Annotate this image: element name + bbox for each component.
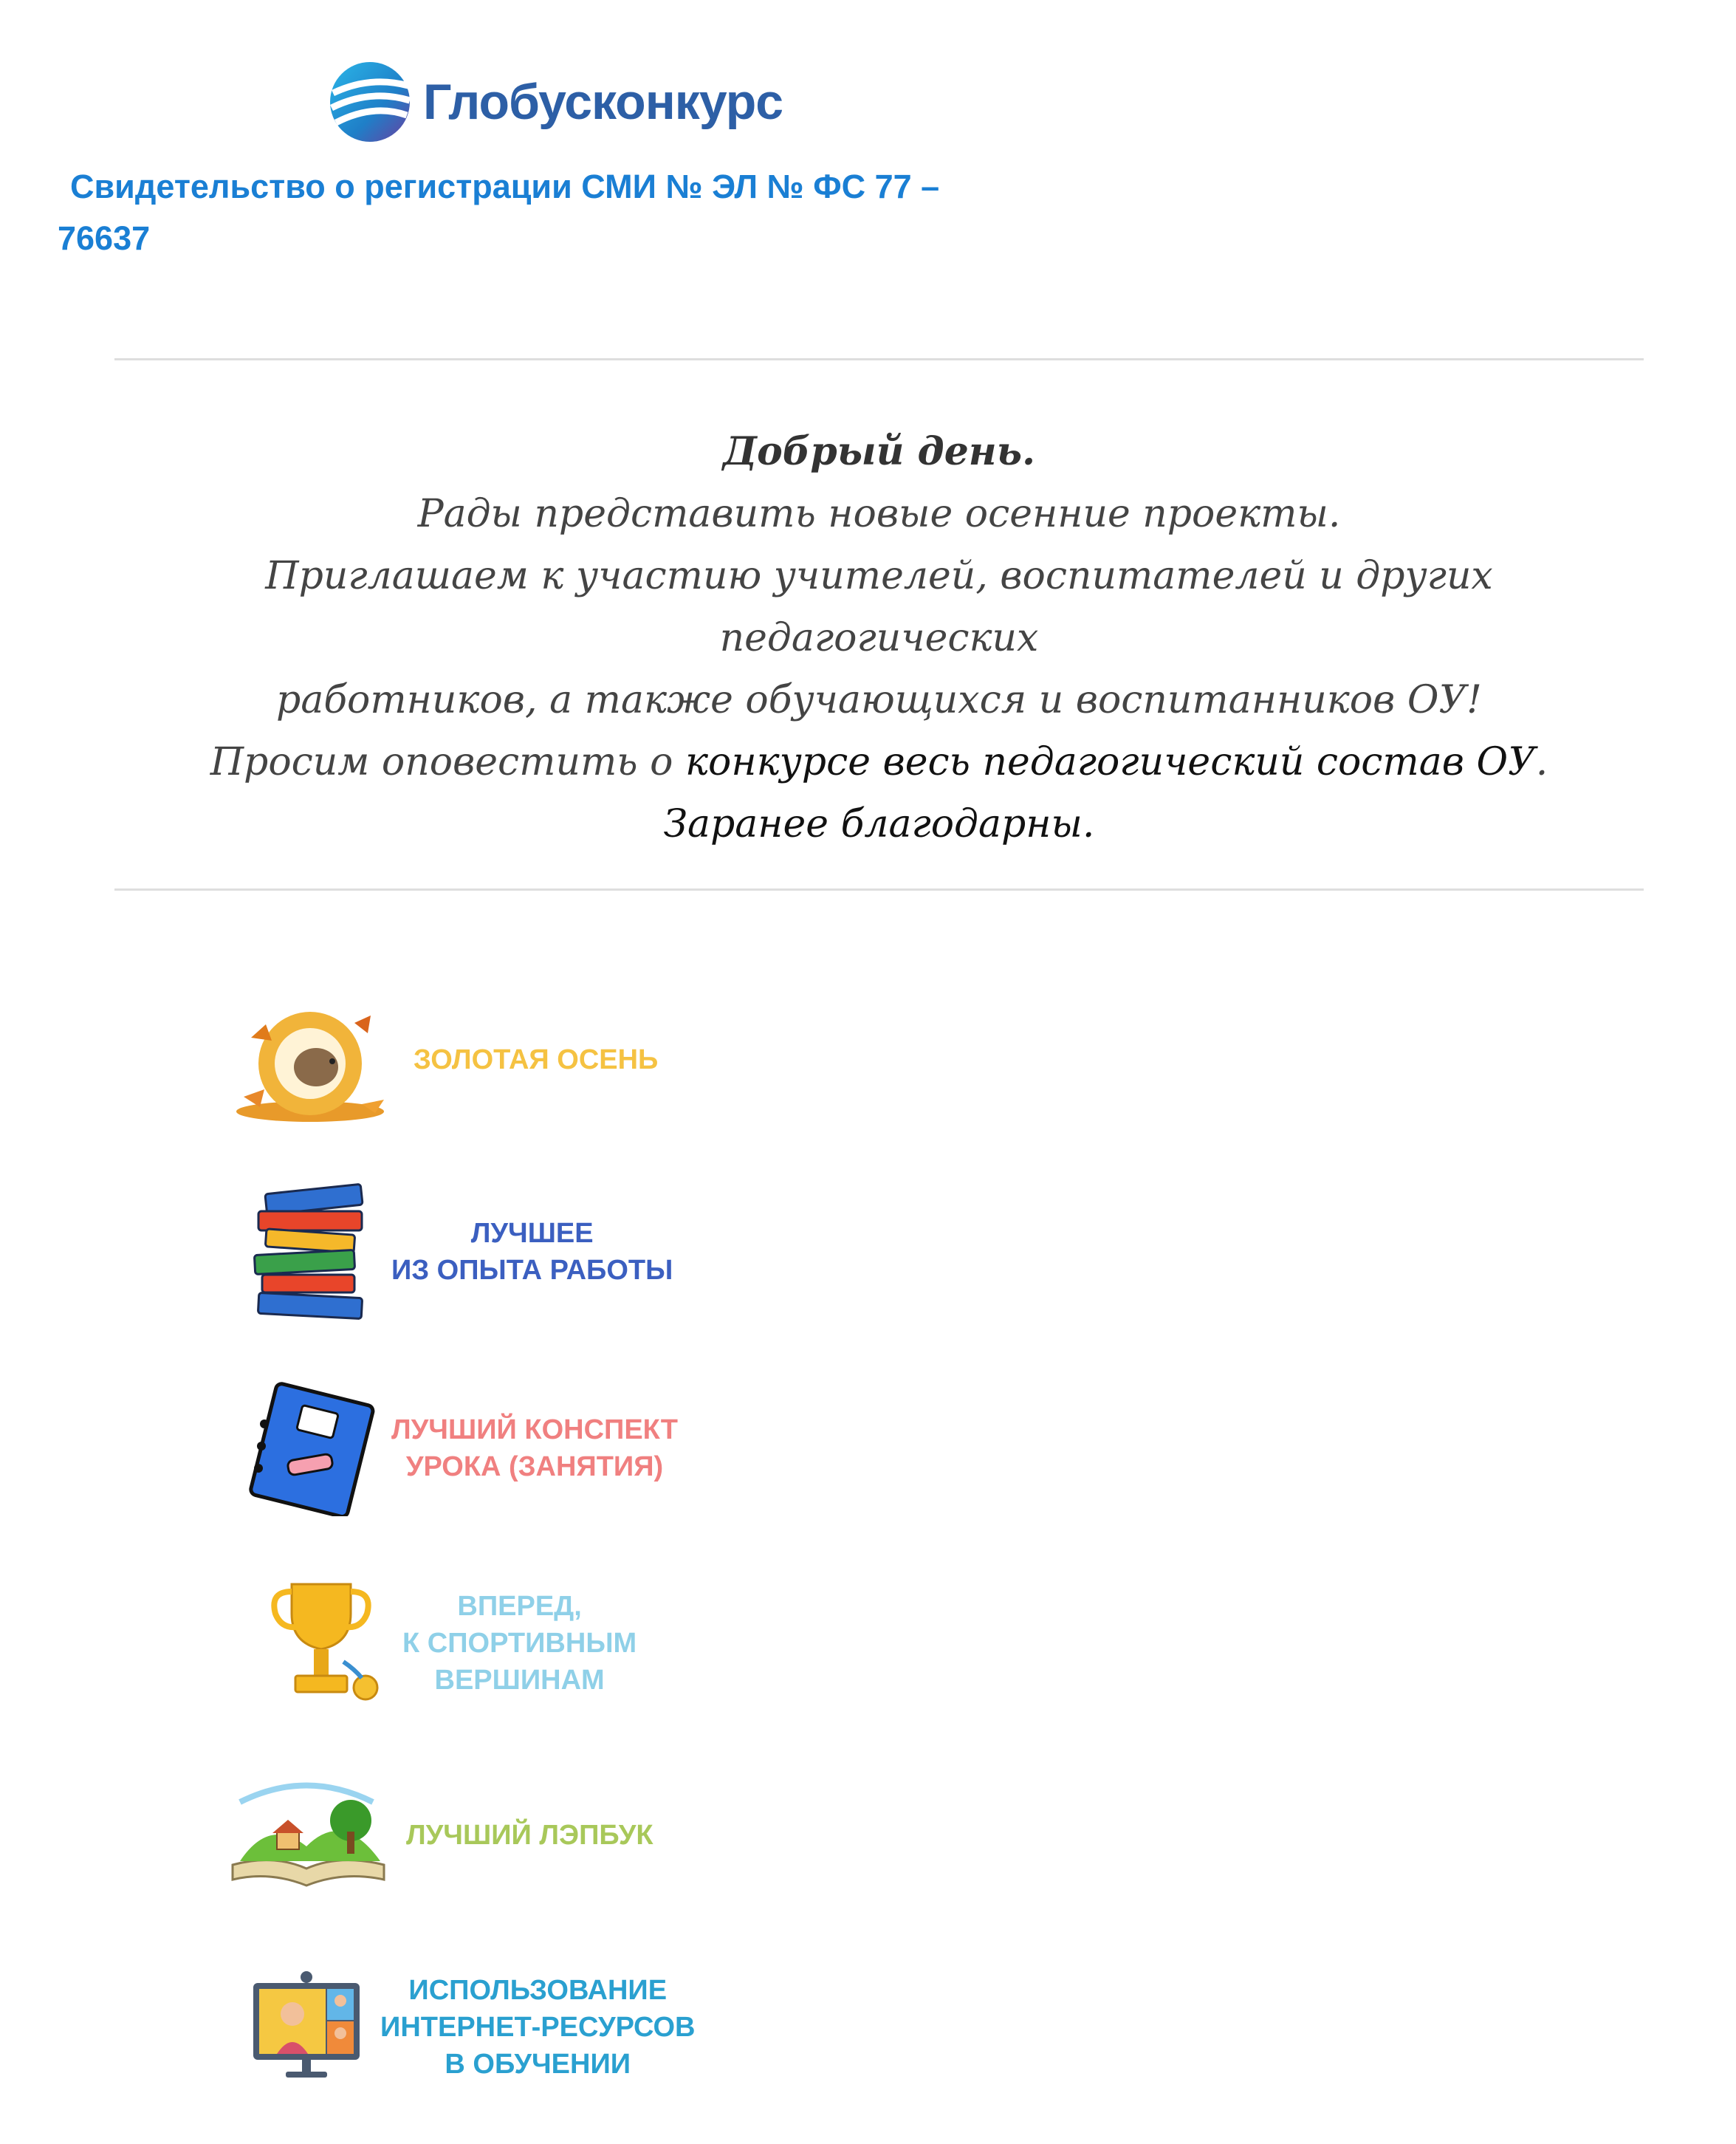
greeting-line: Приглашаем к участию учителей, воспитателей и других педагогических	[265, 554, 1493, 660]
contest-label: ЛУЧШЕЕ ИЗ ОПЫТА РАБОТЫ	[391, 1218, 673, 1286]
greeting-line-suffix: .	[1535, 740, 1548, 784]
logo-text: Глобусконкурс	[423, 74, 783, 130]
contest-link-best-experience[interactable]	[244, 1182, 673, 1322]
contest-link-best-lapbook[interactable]	[225, 1780, 653, 1891]
certificate-line-2: 76637	[58, 219, 151, 257]
contest-label: ЛУЧШИЙ ЛЭПБУК	[406, 1820, 653, 1851]
contest-link-best-lesson-plan[interactable]	[244, 1380, 678, 1516]
globe-logo-icon	[329, 61, 411, 143]
contest-label: ВПЕРЕД, К СПОРТИВНЫМ ВЕРШИНАМ	[402, 1591, 637, 1696]
autumn-hedgehog-icon	[229, 993, 399, 1126]
registration-certificate	[58, 161, 1018, 264]
contest-link-golden-autumn[interactable]	[229, 993, 658, 1126]
open-book-landscape-icon	[225, 1780, 391, 1891]
greeting-line	[114, 731, 1644, 793]
greeting-thanks: Заранее благодарны.	[663, 802, 1095, 846]
logo[interactable]	[329, 58, 783, 146]
contest-label: ЗОЛОТАЯ ОСЕНЬ	[414, 1044, 659, 1075]
greeting-line-prefix: Просим оповестить о	[210, 740, 685, 784]
greeting-line: работников, а также обучающихся и воспитанников ОУ!	[276, 678, 1482, 722]
certificate-line-1: Свидетельство о регистрации СМИ № ЭЛ № ФС 77 –	[70, 168, 940, 205]
greeting-block	[114, 421, 1644, 855]
bottom-divider	[114, 888, 1644, 891]
contest-link-sports-peaks[interactable]	[262, 1577, 637, 1710]
greeting-line-emphasis: конкурсе весь педагогический состав ОУ	[685, 740, 1536, 784]
notebook-icon	[244, 1380, 377, 1516]
books-stack-icon	[244, 1182, 377, 1322]
greeting-title: Добрый день.	[722, 429, 1036, 474]
trophy-icon	[262, 1577, 388, 1710]
contest-label: ЛУЧШИЙ КОНСПЕКТ УРОКА (ЗАНЯТИЯ)	[391, 1414, 679, 1482]
contest-link-internet-resources[interactable]	[247, 1968, 695, 2086]
greeting-line: Рады представить новые осенние проекты.	[417, 492, 1341, 536]
contest-label: ИСПОЛЬЗОВАНИЕ ИНТЕРНЕТ-РЕСУРСОВ В ОБУЧЕНИИ	[380, 1975, 696, 2080]
top-divider	[114, 358, 1644, 360]
video-conference-icon	[247, 1968, 366, 2086]
